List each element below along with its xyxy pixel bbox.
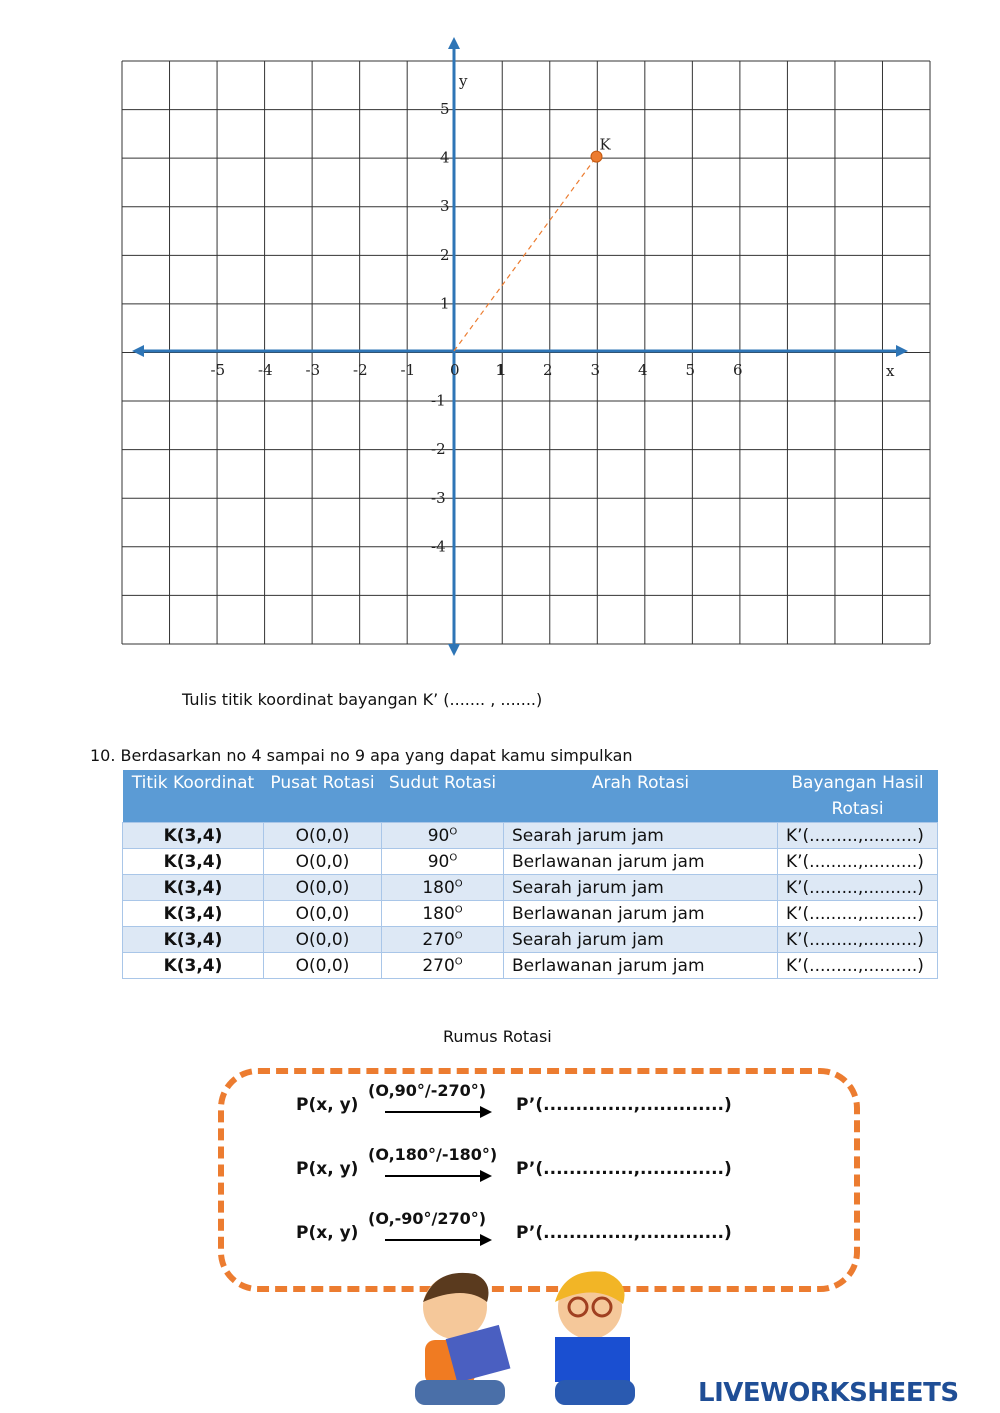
y-axis-arrow-down (448, 644, 460, 656)
cell-pusat: O(0,0) (264, 849, 382, 875)
question-10: 10. Berdasarkan no 4 sampai no 9 apa yang dapat kamu simpulkan (90, 746, 633, 765)
y-tick-label: 2 (440, 245, 450, 264)
cell-arah: Berlawanan jarum jam (504, 849, 778, 875)
x-tick-label: 5 (685, 361, 696, 379)
cell-pusat: O(0,0) (264, 823, 382, 849)
cell-titik: K(3,4) (123, 953, 264, 979)
liveworksheets-logo: LIVEWORKSHEETS (698, 1378, 959, 1408)
y-axis-arrow-up (448, 37, 460, 49)
y-tick-label: 5 (440, 100, 450, 118)
angle-value: 180 (422, 903, 455, 924)
x-tick-label: -4 (258, 361, 273, 379)
cell-sudut (382, 849, 504, 875)
header-pusat: Pusat Rotasi (264, 770, 382, 823)
y-tick-label: -2 (431, 440, 446, 459)
x-tick-label: 1 (495, 361, 506, 379)
x-tick-label: -1 (400, 361, 416, 379)
cell-arah: Searah jarum jam (504, 823, 778, 849)
formula-rotation-label: (O,180°/-180°) (368, 1145, 498, 1164)
table-row (123, 823, 938, 849)
cell-pusat: O(0,0) (264, 927, 382, 953)
table-row (123, 901, 938, 927)
x-tick-label: 4 (638, 361, 648, 379)
x-tick-label: -3 (305, 361, 321, 379)
table-row (123, 849, 938, 875)
y-axis-label: y (459, 72, 468, 90)
cell-titik: K(3,4) (123, 875, 264, 901)
x-tick-label: 2 (543, 361, 553, 379)
table-row (123, 953, 938, 979)
cell-titik: K(3,4) (123, 823, 264, 849)
cell-bayangan: K’(.........,..........) (778, 823, 938, 849)
cell-titik: K(3,4) (123, 849, 264, 875)
y-tick-label: -3 (431, 488, 446, 507)
cell-sudut (382, 901, 504, 927)
angle-value: 180 (422, 877, 455, 898)
y-tick-label: -1 (431, 391, 446, 410)
arrow-icon (385, 1239, 490, 1241)
degree-mark: O (449, 851, 458, 863)
cell-sudut (382, 823, 504, 849)
cell-arah: Searah jarum jam (504, 927, 778, 953)
x-tick-label: 6 (733, 361, 743, 379)
formula-result-blank: P’(..............,.............) (516, 1223, 732, 1243)
y-tick-label: 1 (440, 294, 450, 313)
header-bayangan: Bayangan Hasil Rotasi (778, 770, 938, 823)
table-row (123, 927, 938, 953)
formula-result-blank: P’(..............,.............) (516, 1095, 732, 1115)
x-axis-label: x (886, 362, 895, 380)
angle-value: 90 (427, 851, 450, 872)
cell-arah: Berlawanan jarum jam (504, 901, 778, 927)
cell-titik: K(3,4) (123, 901, 264, 927)
cell-pusat: O(0,0) (264, 875, 382, 901)
table-row (123, 875, 938, 901)
question-k-prime: Tulis titik koordinat bayangan K’ (....... , .......) (182, 690, 543, 709)
formula-result-blank: P’(..............,.............) (516, 1159, 732, 1179)
degree-mark: O (454, 903, 463, 915)
arrow-icon (385, 1175, 490, 1177)
x-tick-label: -2 (353, 361, 368, 379)
cell-sudut (382, 953, 504, 979)
cell-bayangan: K’(.........,..........) (778, 901, 938, 927)
coordinate-grid (0, 0, 1000, 670)
cell-bayangan: K’(.........,..........) (778, 849, 938, 875)
degree-mark: O (454, 877, 463, 889)
formula-source: P(x, y) (296, 1223, 359, 1243)
degree-mark: O (454, 929, 463, 941)
cell-bayangan: K’(.........,..........) (778, 953, 938, 979)
cell-bayangan: K’(.........,..........) (778, 875, 938, 901)
rumus-title: Rumus Rotasi (443, 1027, 552, 1046)
formula-rotation-label: (O,-90°/270°) (368, 1209, 487, 1228)
degree-mark: O (454, 955, 463, 967)
x-axis-arrow-right (896, 345, 908, 357)
header-arah: Arah Rotasi (504, 770, 778, 823)
y-tick-label: -4 (431, 537, 446, 556)
arrow-icon (385, 1111, 490, 1113)
formula-source: P(x, y) (296, 1159, 359, 1179)
cell-pusat: O(0,0) (264, 901, 382, 927)
cell-sudut (382, 927, 504, 953)
kids-reading-illustration (395, 1262, 655, 1412)
degree-mark: O (449, 825, 458, 837)
cell-arah: Searah jarum jam (504, 875, 778, 901)
x-axis-arrow-left (132, 345, 144, 357)
dashed-segment-OK (454, 157, 597, 351)
header-sudut: Sudut Rotasi (382, 770, 504, 823)
y-tick-label: 3 (440, 197, 450, 216)
x-tick-label: 0 (450, 361, 460, 379)
cell-arah: Berlawanan jarum jam (504, 953, 778, 979)
formula-rotation-label: (O,90°/-270°) (368, 1081, 487, 1100)
cell-bayangan: K’(.........,..........) (778, 927, 938, 953)
angle-value: 90 (427, 825, 450, 846)
cell-pusat: O(0,0) (264, 953, 382, 979)
rotation-table (122, 770, 938, 979)
point-K-label: K (599, 135, 611, 154)
cell-titik: K(3,4) (123, 927, 264, 953)
header-titik: Titik Koordinat (123, 770, 264, 823)
angle-value: 270 (422, 955, 455, 976)
formula-source: P(x, y) (296, 1095, 359, 1115)
x-tick-label: 3 (590, 361, 601, 379)
y-tick-label: 4 (440, 148, 450, 167)
angle-value: 270 (422, 929, 455, 950)
cell-sudut (382, 875, 504, 901)
x-tick-label: -5 (210, 361, 226, 379)
